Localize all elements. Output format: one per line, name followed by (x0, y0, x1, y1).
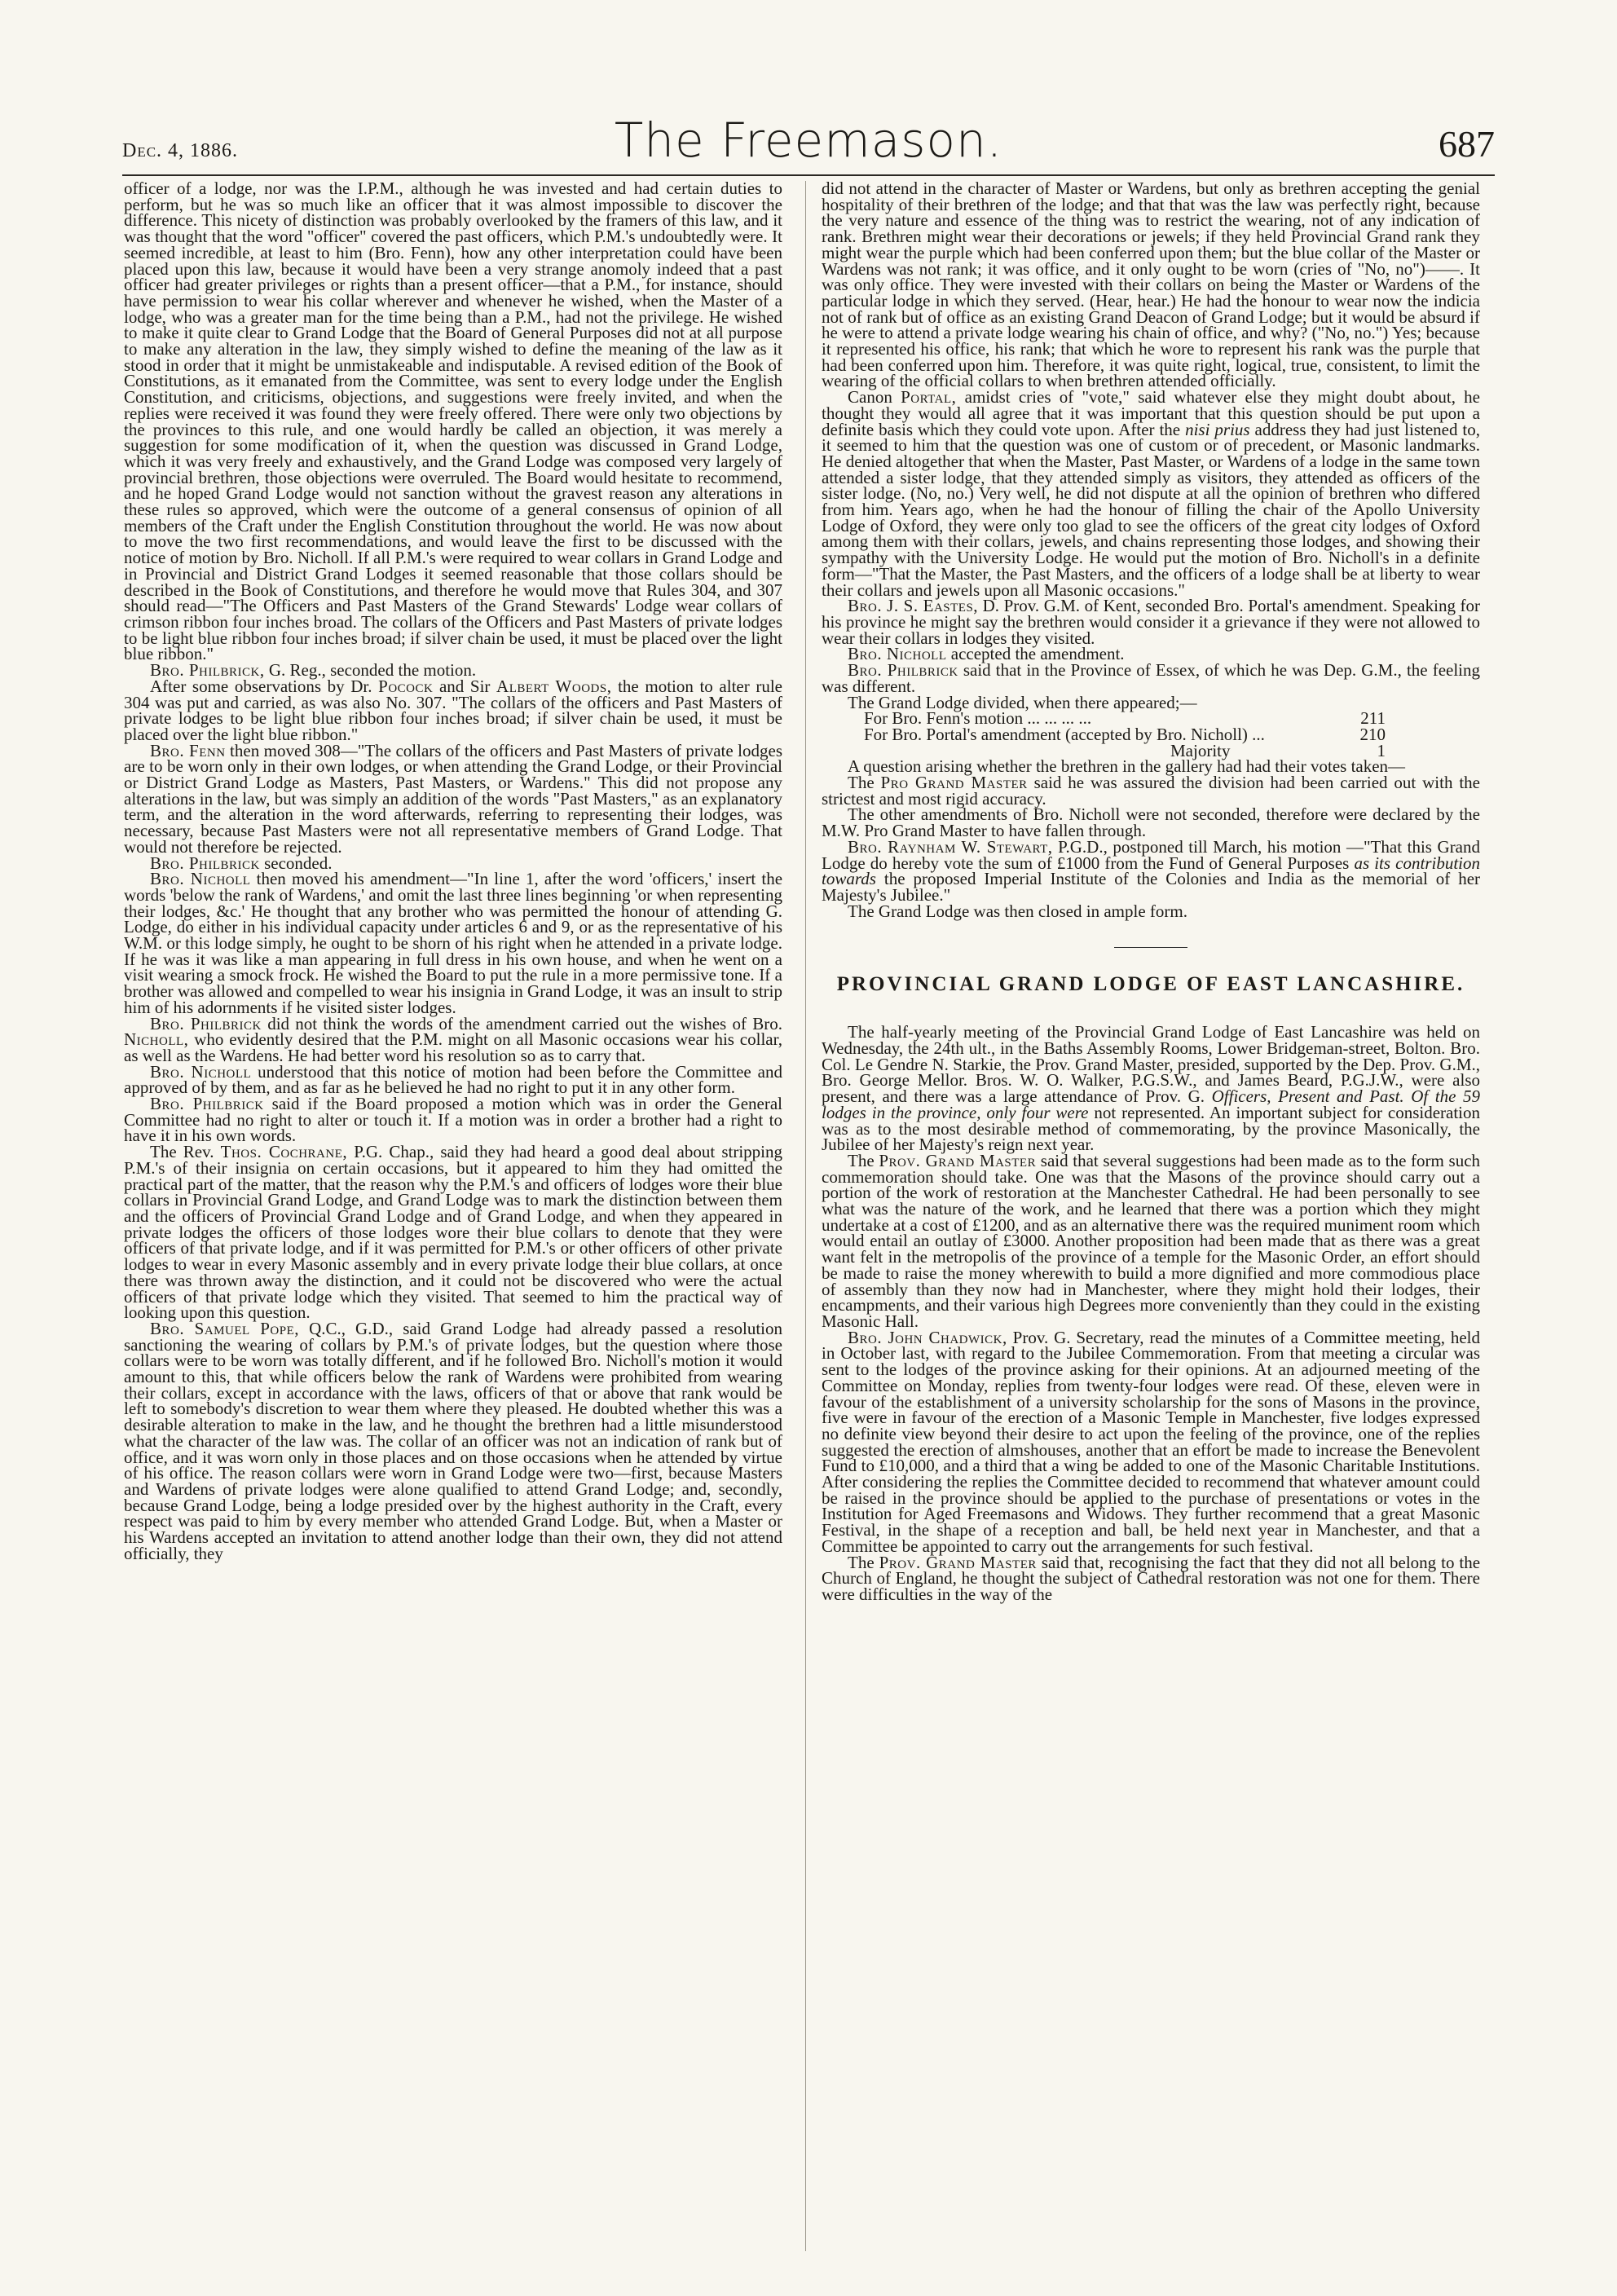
paragraph (124, 676, 782, 744)
right-column (822, 181, 1480, 2251)
vote-label: For Bro. Portal's amendment (accepted by Bro. Nicholl) ... (864, 724, 1265, 744)
speaker-name: Bro. Philbrick (848, 660, 958, 681)
paragraph-text: then moved 308—"The collars of the officers and Past Masters of private lodges are to be worn only in their own lodges, or when attending the Grand Lodge, or their Provincial or District Grand Lodge as Masters, Past Masters, or Wardens." This did not propose any alterations in the law, but was simply an addition of the words "Past Masters," as an explanatory term, and the alteration in the word afterwards, referring to representing their lodges, was necessary, because Past Masters were not all representative members of Grand Lodge. That would not therefore be rejected. (124, 740, 782, 857)
paragraph-text: said that in the Province of Essex, of which he was Dep. G.M., the feeling was different. (822, 660, 1480, 696)
paragraph (822, 387, 1480, 600)
speaker-name: Bro. Philbrick (150, 853, 260, 873)
paragraph (124, 1318, 782, 1563)
masthead (122, 111, 1495, 176)
italic-phrase: Officers, Present and Past. Of the 59 lodges in the province, only four were (822, 1086, 1480, 1122)
paragraph (124, 1061, 782, 1098)
speaker-name: Pro Grand Master (880, 773, 1028, 793)
speaker-name: Prov. Grand Master (879, 1552, 1037, 1572)
speaker-name: Bro. Philbrick (150, 1013, 262, 1033)
paragraph-text: The (848, 773, 875, 793)
paragraph-text: P.G. Chap., said they had heard a good deal about stripping P.M.'s of their insignia on certain occasions, but it appeared to him they had omitted the practical part of the matter, that the reason why the P.M.'s and officers of lodges wore their blue collars in Provincial Grand Lodge, and Grand Lodge was to mark the distinction between them and the officers of Provincial Grand Lodge and of Grand Lodge, and when they appeared in private lodges the officers of those lodges wore their blue collars to denote that they were officers of that private lodge, and if it was permitted for P.M.'s or other officers of other private lodges to wear in every Masonic assembly and in every private lodge their blue collars, at once there was thrown away the distinction, and it could not be discovered who were the actual officers of that private lodge which they visited. That seemed to him the practical way of looking upon this question. (124, 1142, 782, 1323)
speaker-name: Bro. John Chadwick, (848, 1327, 1007, 1347)
paragraph (822, 775, 1480, 807)
paragraph: A question arising whether the brethren in the gallery had had their votes taken— (848, 756, 1406, 777)
paragraph-text: The (848, 1552, 875, 1572)
speaker-name: Bro. Raynham W. Stewart, (848, 836, 1053, 857)
vote-count: 211 (1360, 708, 1386, 729)
speaker-name: Prov. Grand Master (879, 1150, 1037, 1170)
paragraph: officer of a lodge, nor was the I.P.M., although he was invested and had certain duties to perform, but he was so much like an officer that it was almost impossible to discover the difference. This nicety of distinction was probably overlooked by the framers of this law, and it was thought that the word "officer" covered the past officers, which P.M.'s undoubtedly were. It seemed incredible, at least to him (Bro. Fenn), how any other interpretation could have been placed upon this law, because it would have been a very strange anomoly indeed that a past officer had greater privileges or rights than a present officer—that a P.M., for instance, should have permission to wear his collar wherever and whenever he wished, when the Master of a lodge, who was a greater man for the time being than a P.M., had not the privilege. He wished to make it quite clear to Grand Lodge that the Board of General Purposes did not at all purpose to make any alteration in the law, they simply wished to define the meaning of the law as it stood in order that it might be unmistakeable and indisputable. A revised edition of the Book of Constitutions, as it emanated from the Committee, was sent to every lodge under the English Constitution, and criticisms, objections, and suggestions were freely invited, and when the replies were received it was found they were freely offered. There were only two objections by the provinces to this rule, and one would hardly be called an objection, it was merely a suggestion for some modification of it, when the question was discussed in Grand Lodge, which it was very freely and exhaustively, and the Grand Lodge was composed very largely of provincial brethren, those objections were overruled. The Board would hesitate to recommend, and he hoped Grand Lodge would not sanction without the gravest reason any alterations in these rules so approved, which were the outcome of a general consensus of opinion of all members of the Craft under the English Constitution throughout the world. He was now about to move the two first recommendations, and would leave the first to be discussed with the notice of motion by Bro. Nicholl. If all P.M.'s were required to wear collars in Grand Lodge and in Provincial and District Grand Lodges it seemed reasonable that those collars should be described in the Book of Constitutions, and therefore he would move that Rules 304, and 307 should read—"The Officers and Past Masters of the Grand Stewards' Lodge wear collars of crimson ribbon four inches broad. The collars of the Officers and Past Masters of private lodges to be light blue ribbon four inches broad; if silver chain be used, it must be placed over the light blue ribbon." (124, 181, 782, 664)
paragraph-text: The half-yearly meeting of the Provincial Grand Lodge of East Lancashire was held on Wednesday, the 24th ult., in the Baths Assembly Rooms, Lower Bridgeman-street, Bolton. Bro. Col. Le Gendre N. Starkie, the Prov. Grand Master, presided, supported by the Dep. Prov. G.M., Bro. George Mellor. Bros. W. O. Walker, P.G.S.W., and James Beard, P.G.J.W., were also present, and there was a large attendance of Prov. G. (822, 1022, 1480, 1107)
paragraph (822, 836, 1480, 905)
speaker-name: Bro. Nicholl (848, 644, 947, 664)
paragraph (822, 598, 1480, 646)
paragraph-text: said he was assured the division had been carried out with the strictest and most rigid accuracy. (822, 773, 1480, 809)
section-rule (1114, 947, 1187, 948)
paragraph-text: the proposed Imperial Institute of the Colonies and India as the memorial of her Majesty's Jubilee." (822, 869, 1480, 905)
paragraph (822, 1022, 1480, 1155)
paragraph: The Grand Lodge was then closed in ample form. (848, 901, 1187, 921)
speaker-name: Bro. J. S. Eastes, (848, 596, 979, 616)
paragraph: The other amendments of Bro. Nicholl were not seconded, therefore were declared by the M.W. Pro Grand Master to have fallen through. (822, 804, 1480, 841)
speaker-name: Pocock (378, 676, 434, 696)
paragraph-text: After some observations by Dr. (150, 676, 372, 696)
paragraph-text: said that, recognising the fact that they did not all belong to the Church of England, he thought the subject of Cathedral restoration was not one for them. There were difficulties in the way of the (822, 1552, 1480, 1604)
paragraph-text: the motion to alter rule 304 was put and carried, as was also No. 307. "The collars of the officers and Past Masters of private lodges to be light blue ribbon four inches broad; if silver chain be used, it must be placed over the light blue ribbon." (124, 676, 782, 744)
paragraph (124, 871, 782, 1016)
paragraph-text: address they had just listened to, it seemed to him that the question was one of custom or of precedent, or Masonic landmarks. He denied altogether that when the Master, Past Master, or Wardens of a lodge in the same town attended a sister lodge, that they attended simply as visitors, they attended as officers of the sister lodge. (No, no.) Very well, he did not dispute at all the opinion of brethren who differed from him. Years ago, when he had the honour of filling the chair of the Apollo University Lodge of Oxford, they were only too glad to see the officers of the great city lodges of Oxford among them with their collars, jewels, and chains representing those lodges, and showing their sympathy with the University Lodge. He would put the motion of Bro. Nicholl's in a definite form—"That the Master, the Past Masters, and the officers of a lodge shall be at liberty to wear their collars and jewels upon all Masonic occasions." (822, 419, 1480, 600)
paragraph (124, 1144, 782, 1321)
paragraph-text: did not think the words of the amendment carried out the wishes of Bro. (267, 1013, 782, 1033)
vote-count: 210 (1359, 724, 1386, 744)
paragraph-text: The (848, 1150, 875, 1170)
paragraph-text: G. Reg., seconded the motion. (268, 660, 477, 681)
paragraph (124, 1013, 782, 1065)
paragraph-text: P.G.D., postponed till March, his motion —"That this Grand Lodge do hereby vote the sum of £1000 from the Fund of General Purposes (822, 836, 1480, 873)
paragraph (822, 1552, 1480, 1604)
speaker-name: Bro. Fenn (150, 740, 226, 760)
paragraph-text: who evidently desired that the P.M. might on all Masonic occasions wear his collar, as well as the Wardens. He had better word his resolution so as to carry that. (124, 1029, 782, 1065)
paragraph-text: Canon (848, 387, 892, 408)
speaker-name: Bro. Philbrick, (150, 660, 265, 681)
left-column (124, 181, 782, 2251)
paragraph-text: and Sir (438, 676, 491, 696)
italic-phrase: as its contribution towards (822, 853, 1480, 889)
speaker-name: Portal, (901, 387, 957, 408)
vote-label: For Bro. Fenn's motion ... ... ... ... (864, 708, 1092, 729)
speaker-name: Nicholl, (124, 1029, 189, 1050)
speaker-name: Bro. Philbrick (150, 1094, 264, 1114)
paragraph-text: amidst cries of "vote," said whatever else they might doubt about, he thought they would all agree that it was important that this question should be put upon a definite basis which they could vote upon. After the (822, 387, 1480, 439)
paragraph (124, 1096, 782, 1144)
paragraph (822, 660, 1480, 696)
vote-row (864, 724, 1386, 744)
paragraph (822, 1327, 1480, 1556)
vote-result-table (864, 708, 1480, 760)
paragraph (124, 740, 782, 857)
paragraph-text: The Rev. (150, 1142, 214, 1162)
page-number: 687 (1439, 123, 1495, 165)
newspaper-title: The Freemason. (614, 112, 1003, 168)
issue-date: Dec. 4, 1886. (122, 140, 239, 161)
paragraph: The Grand Lodge divided, when there appeared;— (848, 692, 1197, 712)
paragraph-text: accepted the amendment. (950, 644, 1125, 664)
paragraph-text: Q.C., G.D., said Grand Lodge had already passed a resolution sanctioning the wearing of collars by P.M.'s of private lodges, but the question where those collars were to be worn was totally different, and if he followed Bro. Nicholl's motion it would amount to this, that while officers below the rank of Wardens were prohibited from wearing their collars, except in accordance with the laws, officers of that or above that rank would be left to somebody's discretion to wear them where they pleased. He doubted whether this was a desirable alteration to make in the law, and he thought the brethren had a little misunderstood what the character of the law was. The collar of an officer was not an indication of rank but of office, and it was worn only in those places and on those occasions when he attended by virtue of his office. The reason collars were worn in Grand Lodge were two—first, because Masters and Wardens of private lodges were alone qualified to attend Grand Lodge; and, secondly, because Grand Lodge, being a lodge presided over by the highest authority in the Craft, every respect was paid to him by every member who attended Grand Lodge. But, when a Master or his Wardens accepted an invitation to attend another lodge than their own, they did not attend officially, they (124, 1318, 782, 1563)
column-divider (805, 181, 806, 2251)
paragraph-text: D. Prov. G.M. of Kent, seconded Bro. Portal's amendment. Speaking for his province he might say the brethren would consider it a grievance if they were not allowed to wear their collars in lodges they visited. (822, 596, 1480, 648)
paragraph: did not attend in the character of Master or Wardens, but only as brethren accepting the genial hospitality of their brethren of the lodge; and that that was the law was perfectly right, because the very nature and essence of the thing was to restrict the wearing, not of any indication of rank. Brethren might wear their decorations or jewels; if they held Provincial Grand rank they might wear the purple which had been conferred upon them; but the blue collar of the Master or Wardens was not rank; it was office, and it only ought to be worn (cries of "No, no")——. It was only office. They were invested with their collars on being the Master or Wardens of the particular lodge in which they served. (Hear, hear.) He had the honour to wear now the indicia not of rank but of office as an existing Grand Deacon of Grand Lodge; but it would be absurd if he were to attend a private lodge wearing his chain of office, and why? ("No, no.") Yes; because it represented his office, his rank; that which he wore to represent his rank was the purple that had been conferred upon him. Therefore, it was quite right, logical, true, consistent, to limit the wearing of the official collars to when brethren attended officially. (822, 181, 1480, 391)
speaker-name: Albert Woods, (496, 676, 612, 696)
paragraph-text: said that several suggestions had been made as to the form such commemoration should take. One was that the Masons of the province should carry out a portion of the work of restoration at the Manchester Cathedral. He had been personally to see what was the nature of the work, and he learned that there was a portion which they might undertake at a cost of £1200, and as an alternative there was the required muniment room which would entail an outlay of £3000. Another proposition had been made that as there was a great want felt in the metropolis of the province of a temple for the Masonic Order, an effort should be made to raise the money wherewith to build a more dignified and more commodious place of assembly than they now had in Manchester, where they might hold their lodges, their encampments, and their various high Degrees more conveniently than they could in the existing Masonic Hall. (822, 1150, 1480, 1331)
speaker-name: Bro. Samuel Pope, (150, 1318, 299, 1338)
italic-phrase: nisi prius (1185, 419, 1250, 439)
paragraph-text: understood that this notice of motion had been before the Committee and approved of by them, and as far as he believed he had no right to put it in any other form. (124, 1061, 782, 1098)
paragraph-text: seconded. (264, 853, 333, 873)
paragraph-text: Prov. G. Secretary, read the minutes of a Committee meeting, held in October last, with regard to the Jubilee Commemoration. From that meeting a circular was sent to the lodges of the province asking for their opinions. At an adjourned meeting of the Committee on Monday, replies from twenty-four lodges were read. Of these, eleven were in favour of the establishment of a university scholarship for the sons of Masons in the province, five were in favour of the erection of a Masonic Temple in Manchester, five lodges expressed no definite view beyond their desire to act upon the feeling of the province, one of the replies suggested the erection of almshouses, another that an effort be made to increase the Benevolent Fund to £10,000, and a third that a wing be added to one of the Masonic Charitable Institutions. After considering the replies the Committee decided to recommend that whatever amount could be raised in the province should be applied to the purchase of presentations or votes in the Institution for Aged Freemasons and Widows. They further recommend that a great Masonic Festival, in the shape of a reception and ball, be held next year in Manchester, and that a Committee be appointed to carry out the arrangements for such festival. (822, 1327, 1480, 1556)
paragraph-text: said if the Board proposed a motion which was in order the General Committee had no right to alter or touch it. If a motion was in order a brother had a right to have it in his own words. (124, 1094, 782, 1146)
paragraph-text: not represented. An important subject for consideration was as to the most desirable method of commemorating, by the province Masonically, the Jubilee of her Majesty's reign next year. (822, 1102, 1480, 1155)
paragraph-text: then moved his amendment—"In line 1, after the word 'officers,' insert the words 'below the rank of Wardens,' and omit the last three lines beginning 'or when representing their lodges, &c.' He thought that any brother who was permitted the honour of attending G. Lodge, do either in his individual capacity under articles 6 and 9, or as the representative of his W.M. or this lodge simply, he ought to be shorn of his right when he attended in a private lodge. If he was it was like a man appearing in full dress in his own house, and when he went on a visit wearing a smock frock. He wished the Board to put the rule in a more permissive tone. If a brother was allowed and compelled to wear his insignia in Grand Lodge, it was an insult to strip him of his adornments if he visited sister lodges. (124, 869, 782, 1017)
speaker-name: Bro. Nicholl (150, 869, 251, 889)
majority-count: 1 (1377, 740, 1386, 760)
section-heading: PROVINCIAL GRAND LODGE OF EAST LANCASHIRE. (836, 973, 1465, 996)
majority-label: Majority (1170, 740, 1231, 760)
paragraph (822, 1150, 1480, 1331)
speaker-name: Thos. Cochrane, (220, 1142, 348, 1162)
speaker-name: Bro. Nicholl (150, 1061, 252, 1082)
